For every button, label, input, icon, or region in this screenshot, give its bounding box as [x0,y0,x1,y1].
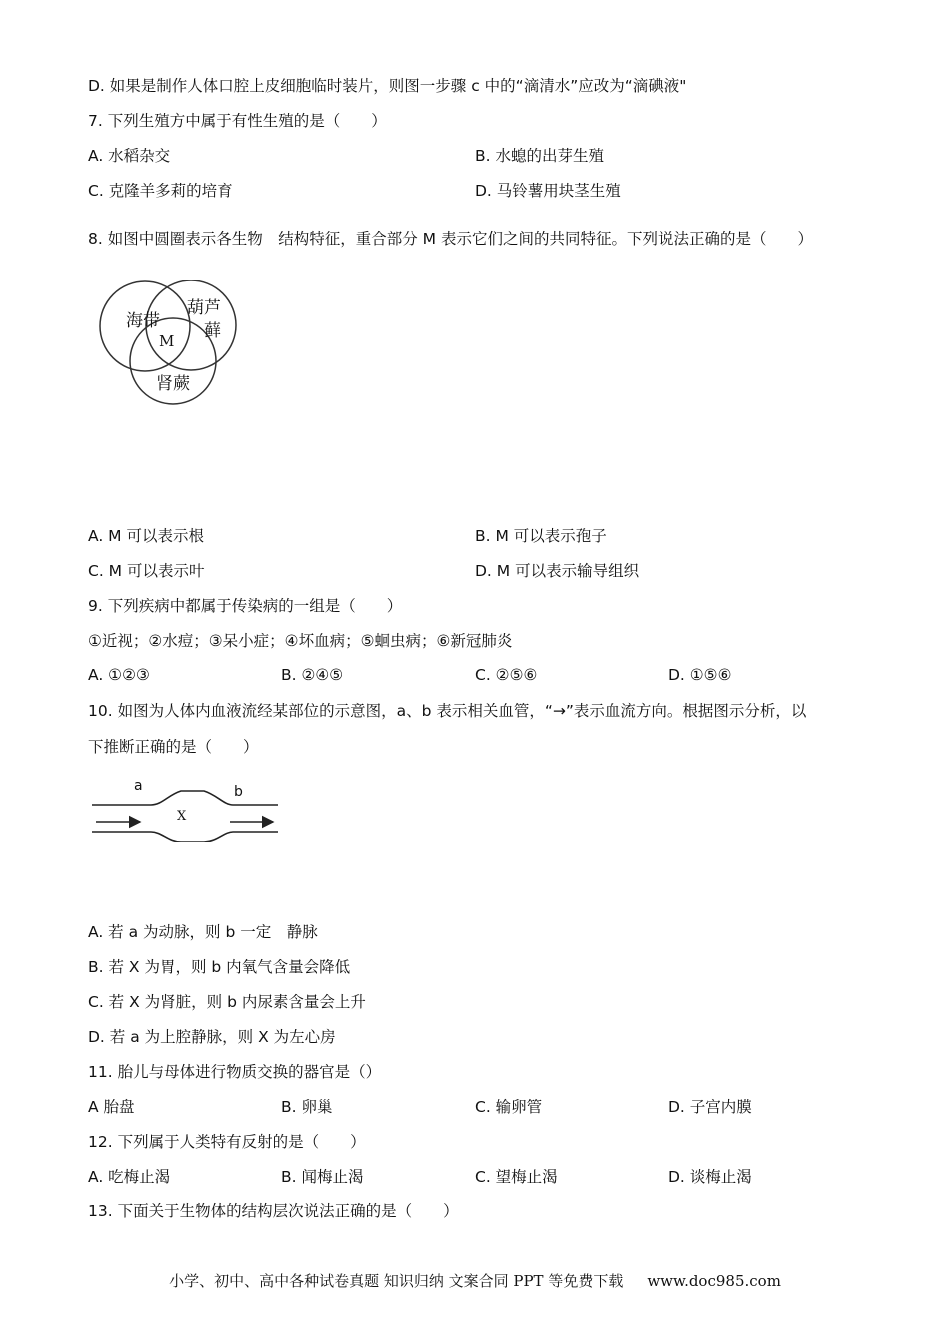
q8-option-d: D. M 可以表示输导组织 [475,562,640,580]
q9-option-a: A. ①②③ [88,666,150,684]
q8-option-b: B. M 可以表示孢子 [475,527,607,545]
footer-url[interactable]: www.doc985.com [647,1272,781,1290]
q7-option-d: D. 马铃薯用块茎生殖 [475,182,621,200]
q12-option-d: D. 谈梅止渴 [668,1168,752,1186]
q11-stem: 11. 胎儿与母体进行物质交换的器官是（） [88,1063,382,1081]
q9-option-b: B. ②④⑤ [281,666,344,684]
venn-label-bottom: 肾蕨 [156,374,190,394]
q10-option-c: C. 若 X 为肾脏，则 b 内尿素含量会上升 [88,993,366,1011]
blood-flow-diagram [88,772,283,842]
vessel-label-b: b [234,784,243,800]
q8-stem: 8. 如图中圆圈表示各生物 结构特征，重合部分 M 表示它们之间的共同特征。下列说法正确的是（ ） [88,230,813,248]
organ-label-x: X [177,809,187,824]
q7-option-c: C. 克隆羊多莉的培育 [88,182,233,200]
q10-stem-line-2: 下推断正确的是（ ） [88,738,259,756]
q12-option-c: C. 望梅止渴 [475,1168,558,1186]
q8-option-c: C. M 可以表示叶 [88,562,205,580]
vessel-label-a: a [134,778,143,794]
q13-stem: 13. 下面关于生物体的结构层次说法正确的是（ ） [88,1202,459,1220]
q11-option-a: A 胎盘 [88,1098,135,1116]
q10-option-a: A. 若 a 为动脉，则 b 一定 静脉 [88,923,318,941]
q10-option-d: D. 若 a 为上腔静脉，则 X 为左心房 [88,1028,336,1046]
q12-option-b: B. 闻梅止渴 [281,1168,364,1186]
q11-option-c: C. 输卵管 [475,1098,543,1116]
q7-option-a: A. 水稻杂交 [88,147,171,165]
vessel-upper-wall [92,791,278,805]
q8-option-a: A. M 可以表示根 [88,527,204,545]
q7-option-b: B. 水螅的出芽生殖 [475,147,604,165]
venn-diagram [95,280,245,410]
q10-option-b: B. 若 X 为胃，则 b 内氧气含量会降低 [88,958,351,976]
q10-stem-line-1: 10. 如图为人体内血液流经某部位的示意图，a、b 表示相关血管，“→”表示血流方向。根据图示分析，以 [88,702,807,720]
q7-stem: 7. 下列生殖方中属于有性生殖的是（ ） [88,112,387,130]
footer-text: 小学、初中、高中各种试卷真题 知识归纳 文案合同 PPT 等免费下载 [169,1272,624,1290]
q9-list: ①近视；②水痘；③呆小症；④坏血病；⑤蛔虫病；⑥新冠肺炎 [88,632,513,650]
venn-label-right-1: 葫芦 [187,298,221,318]
vessel-lower-wall [92,832,278,842]
q11-option-b: B. 卵巢 [281,1098,333,1116]
venn-label-left: 海带 [126,311,160,331]
q12-option-a: A. 吃梅止渴 [88,1168,171,1186]
page-footer [0,1270,950,1291]
venn-label-center: M [159,332,175,350]
q9-stem: 9. 下列疾病中都属于传染病的一组是（ ） [88,597,403,615]
q9-option-c: C. ②⑤⑥ [475,666,538,684]
q11-option-d: D. 子宫内膜 [668,1098,752,1116]
q6-option-d: D. 如果是制作人体口腔上皮细胞临时装片，则图一步骤 c 中的“滴清水”应改为“滴碘液" [88,77,687,95]
q9-option-d: D. ①⑤⑥ [668,666,732,684]
q12-stem: 12. 下列属于人类特有反射的是（ ） [88,1133,366,1151]
venn-label-right-2: 藓 [204,321,221,341]
